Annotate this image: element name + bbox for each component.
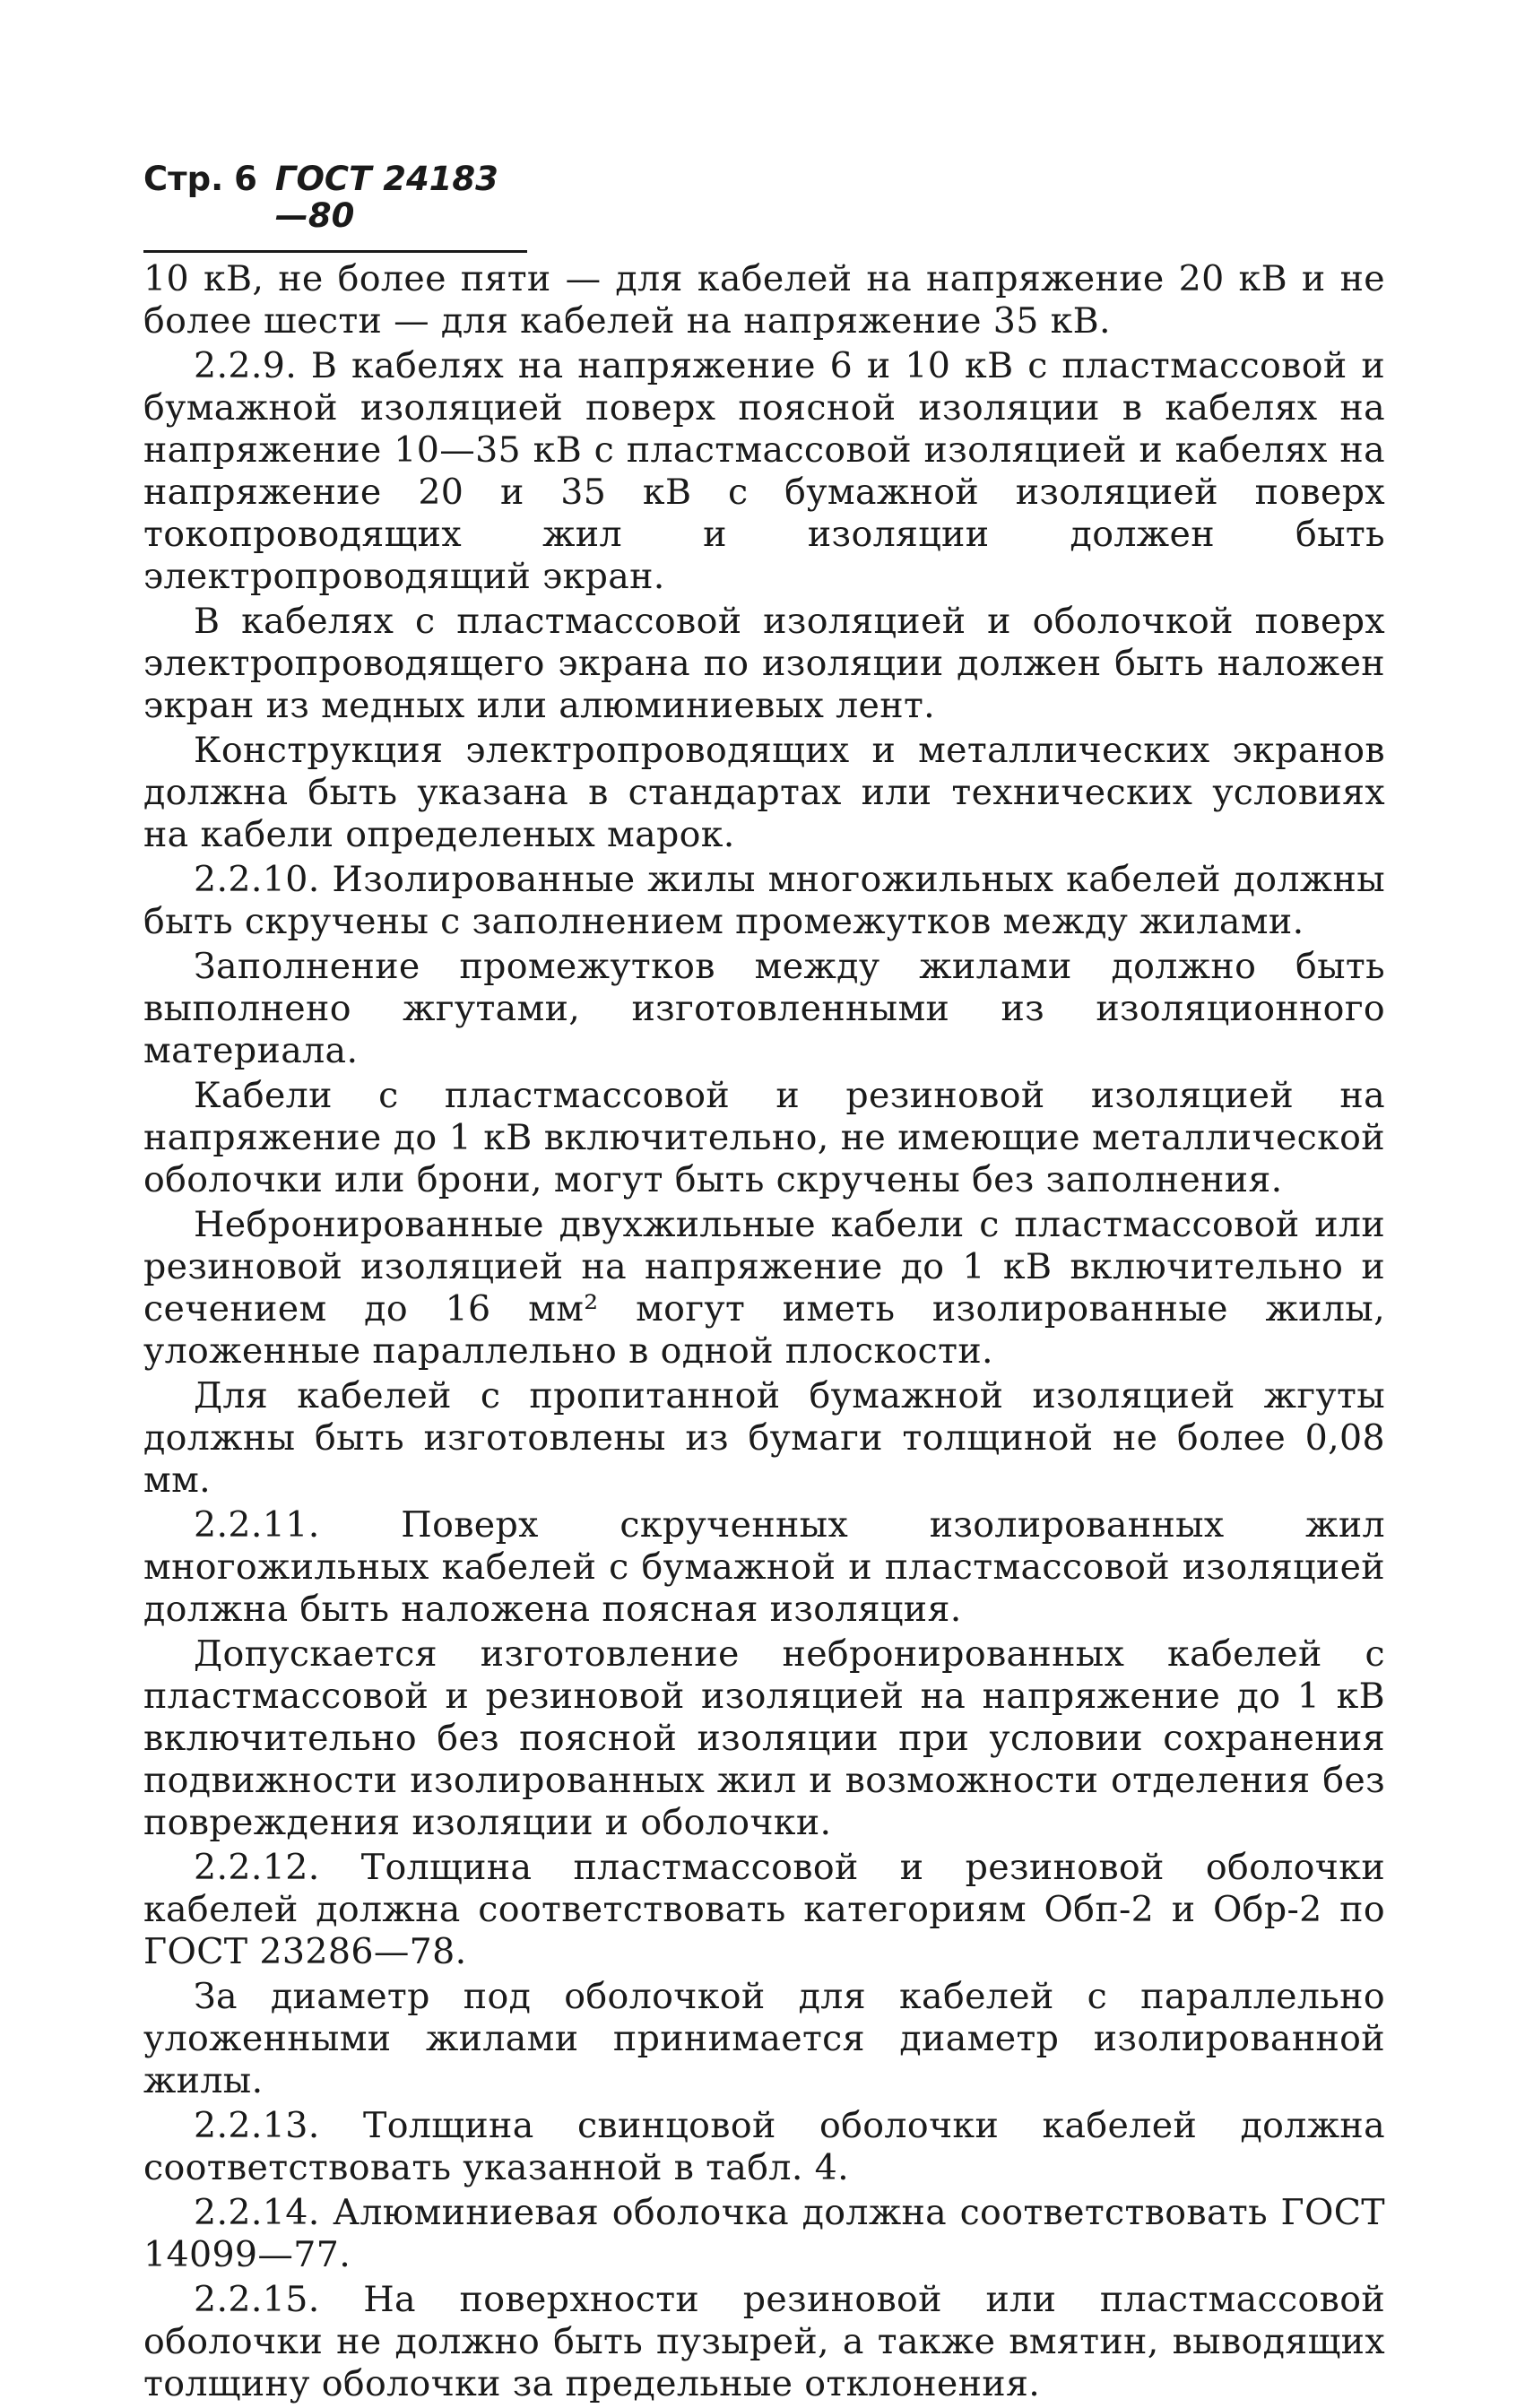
paragraph-continuation: 10 кВ, не более пяти — для кабелей на напряжение 20 кВ и не более шести — для кабелей на напряжение 35 кВ. xyxy=(143,258,1385,342)
paragraph-2-2-12: 2.2.12. Толщина пластмассовой и резиновой оболочки кабелей должна соответствовать категориям Обп-2 и Обр-2 по ГОСТ 23286—78. xyxy=(143,1847,1385,1972)
standard-code: ГОСТ 24183—80 xyxy=(274,160,498,235)
page-number: 6 xyxy=(234,160,257,198)
paragraph: Допускается изготовление небронированных кабелей с пластмассовой и резиновой изоляцией на напряжение до 1 кВ включительно без поясной изоляции при условии сохранения подвижности изолированных жил и возможности отделения без повреждения изоляции и оболочки. xyxy=(143,1633,1385,1843)
header-rule xyxy=(143,250,527,253)
page-header xyxy=(143,161,529,253)
paragraph: Кабели с пластмассовой и резиновой изоляцией на напряжение до 1 кВ включительно, не имеющие металлической оболочки или брони, могут быть скручены без заполнения. xyxy=(143,1075,1385,1200)
running-head xyxy=(143,161,529,250)
paragraph-2-2-14: 2.2.14. Алюминиевая оболочка должна соответствовать ГОСТ 14099—77. xyxy=(143,2192,1385,2275)
paragraph-2-2-9: 2.2.9. В кабелях на напряжение 6 и 10 кВ с пластмассовой и бумажной изоляцией поверх поясной изоляции в кабелях на напряжение 10—35 кВ с пластмассовой изоляцией и кабелях на напряжение 20 и 35 кВ с бумажной изоляцией поверх токопроводящих жил и изоляции должен быть электропроводящий экран. xyxy=(143,345,1385,597)
document-body xyxy=(143,258,1385,2408)
paragraph-2-2-13: 2.2.13. Толщина свинцовой оболочки кабелей должна соответствовать указанной в табл. 4. xyxy=(143,2105,1385,2188)
paragraph: Небронированные двухжильные кабели с пластмассовой или резиновой изоляцией на напряжение до 1 кВ включительно и сечением до 16 мм² могут иметь изолированные жилы, уложенные параллельно в одной плоскости. xyxy=(143,1204,1385,1372)
paragraph: За диаметр под оболочкой для кабелей с параллельно уложенными жилами принимается диаметр изолированной жилы. xyxy=(143,1976,1385,2101)
paragraph-2-2-11: 2.2.11. Поверх скрученных изолированных жил многожильных кабелей с бумажной и пластмассовой изоляцией должна быть наложена поясная изоляция. xyxy=(143,1504,1385,1630)
paragraph: В кабелях с пластмассовой изоляцией и оболочкой поверх электропроводящего экрана по изоляции должен быть наложен экран из медных или алюминиевых лент. xyxy=(143,601,1385,726)
paragraph: Заполнение промежутков между жилами должно быть выполнено жгутами, изготовленными из изоляционного материала. xyxy=(143,946,1385,1071)
paragraph: Конструкция электропроводящих и металлических экранов должна быть указана в стандартах или технических условиях на кабели определеных марок. xyxy=(143,730,1385,855)
paragraph-2-2-15: 2.2.15. На поверхности резиновой или пластмассовой оболочки не должно быть пузырей, а также вмятин, выводящих толщину оболочки за предельные отклонения. xyxy=(143,2279,1385,2404)
paragraph: Для кабелей с пропитанной бумажной изоляцией жгуты должны быть изготовлены из бумаги толщиной не более 0,08 мм. xyxy=(143,1375,1385,1501)
page-label: Стр. xyxy=(143,160,224,198)
paragraph-2-2-10: 2.2.10. Изолированные жилы многожильных кабелей должны быть скручены с заполнением промежутков между жилами. xyxy=(143,859,1385,942)
